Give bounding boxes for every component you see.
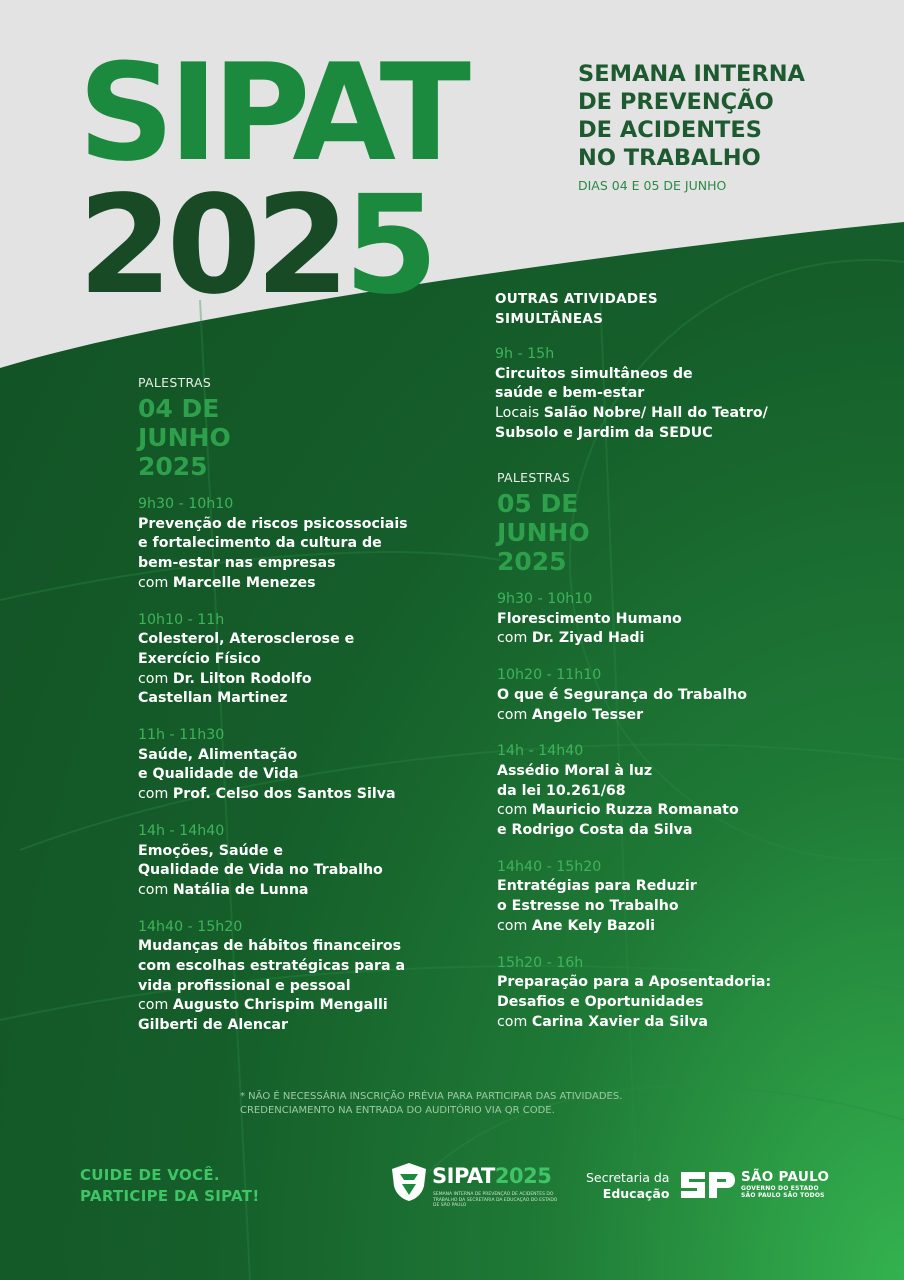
talk-item [138, 611, 458, 710]
speaker-prefix: com [497, 1013, 532, 1030]
talk-title: Prevenção de riscos psicossociais e fortalecimento da cultura de bem-estar nas empresas [138, 515, 408, 572]
title-year-last: 5 [343, 167, 433, 325]
palestras-label: PALESTRAS [497, 470, 571, 485]
talk-item [138, 495, 458, 594]
event-title [78, 35, 465, 325]
talk-time: 10h10 - 11h [138, 611, 225, 628]
speaker-name: Marcelle Menezes [172, 574, 316, 591]
talk-item [138, 822, 458, 901]
subtitle-line: DE PREVENÇÃO [578, 89, 774, 115]
talk-title: O que é Segurança do Trabalho [497, 686, 748, 703]
talk-time: 11h - 11h30 [138, 727, 225, 744]
shield-icon [390, 1162, 428, 1202]
gov-name: SÃO PAULO [741, 1169, 830, 1185]
talk-title: Emoções, Saúde e Qualidade de Vida no Trabalho [138, 842, 383, 879]
talk-time: 9h30 - 10h10 [138, 496, 234, 512]
sipat-logo [390, 1160, 565, 1210]
speaker-prefix: com [138, 670, 173, 687]
speaker-name: Carina Xavier da Silva [531, 1013, 708, 1030]
talk-title: Colesterol, Aterosclerose e Exercício Físico [138, 631, 355, 667]
talk-item [497, 742, 817, 841]
day2-heading [497, 489, 817, 576]
speaker-name: Augusto Chrispim Mengalli Gilberti de Alencar [138, 997, 388, 1034]
locations-prefix: Locais [495, 405, 544, 422]
speaker-prefix: com [497, 917, 532, 934]
day2-schedule [497, 470, 817, 1049]
talk-speaker [138, 996, 458, 1035]
other-activities [495, 289, 815, 461]
day-heading-line: JUNHO [497, 518, 590, 547]
locations-line: Subsolo e Jardim da SEDUC [495, 424, 713, 441]
activity-locations [495, 404, 815, 424]
day-heading-line: 05 DE [497, 489, 579, 518]
governo-sp [741, 1170, 829, 1199]
speaker-name: Mauricio Ruzza Romanato e Rodrigo Costa da Silva [497, 802, 739, 839]
title-year [78, 167, 465, 325]
talk-speaker [497, 917, 817, 937]
talk-item [138, 918, 458, 1036]
talk-speaker [138, 670, 458, 709]
title-year-main: 202 [78, 167, 344, 325]
talk-time: 9h30 - 10h10 [497, 591, 593, 607]
day-heading-line: 2025 [497, 547, 567, 576]
talk-item [138, 726, 458, 805]
talk-time: 10h20 - 11h10 [497, 667, 602, 684]
talk-title: Entratégias para Reduzir o Estresse no Trabalho [497, 878, 697, 915]
talk-title: Mudanças de hábitos financeiros com escolhas estratégicas para a vida profissional e pessoal [138, 938, 406, 994]
talk-speaker [138, 574, 458, 594]
secretaria-line2: Educação [602, 1186, 670, 1201]
talk-time: 14h40 - 15h20 [497, 858, 602, 875]
speaker-name: Dr. Ziyad Hadi [531, 630, 645, 647]
day-heading-line: 04 DE [138, 394, 220, 423]
talk-title: Saúde, Alimentação e Qualidade de Vida [138, 746, 299, 783]
activity-name-line: saúde e bem-estar [495, 385, 645, 402]
speaker-prefix: com [138, 786, 173, 803]
talk-speaker [497, 629, 817, 649]
talk-title: Preparação para a Aposentadoria: Desafios e Oportunidades [497, 974, 772, 1010]
logo-main: SIPAT [432, 1164, 495, 1188]
secretaria-line1: Secretaria da [586, 1170, 670, 1185]
talk-time: 14h40 - 15h20 [138, 918, 243, 935]
palestras-label: PALESTRAS [138, 375, 212, 390]
talk-speaker [497, 801, 817, 840]
event-subtitle [578, 60, 878, 172]
talk-title: Florescimento Humano [497, 610, 682, 627]
subtitle-line: DE ACIDENTES [578, 117, 762, 143]
event-dates: DIAS 04 E 05 DE JUNHO [578, 178, 727, 193]
sp-logo-icon [679, 1170, 737, 1200]
speaker-prefix: com [138, 574, 173, 591]
speaker-name: Dr. Lilton Rodolfo Castellan Martinez [138, 670, 312, 707]
speaker-prefix: com [497, 802, 532, 819]
speaker-prefix: com [497, 706, 532, 723]
locations-line: Salão Nobre/ Hall do Teatro/ [543, 405, 768, 422]
title-sipat: SIPAT [78, 35, 465, 191]
speaker-prefix: com [497, 630, 532, 647]
talk-time: 14h - 14h40 [497, 743, 584, 760]
talk-time: 14h - 14h40 [138, 822, 225, 839]
subtitle-line: NO TRABALHO [578, 145, 761, 171]
registration-note: * NÃO É NECESSÁRIA INSCRIÇÃO PRÉVIA PARA PARTICIPAR DAS ATIVIDADES. CREDENCIAMENTO NA ENTRADA DO AUDITÓRIO VIA QR CODE. [240, 1091, 623, 1116]
secretaria-educacao [586, 1170, 669, 1202]
talk-time: 15h20 - 16h [497, 954, 584, 971]
talk-speaker [138, 785, 458, 805]
activity-item [495, 345, 815, 444]
day1-schedule [138, 375, 458, 1053]
talk-speaker [497, 1013, 817, 1033]
talk-item [497, 590, 817, 649]
gov-sub2: SÃO PAULO SÃO TODOS [741, 1192, 825, 1199]
activity-time: 9h - 15h [495, 346, 555, 362]
talk-speaker [138, 881, 458, 901]
activity-name-line: Circuitos simultâneos de [495, 365, 693, 382]
gov-sub1: GOVERNO DO ESTADO [741, 1185, 819, 1192]
talk-item [497, 858, 817, 937]
other-activities-title: OUTRAS ATIVIDADES SIMULTÂNEAS [495, 291, 658, 327]
day-heading-line: JUNHO [138, 423, 231, 452]
talk-item [497, 666, 817, 725]
talk-title: Assédio Moral à luz da lei 10.261/68 [497, 762, 653, 799]
day1-heading [138, 394, 458, 481]
subtitle-line: SEMANA INTERNA [578, 61, 805, 87]
logo-year: 2025 [494, 1164, 552, 1188]
logo-text [432, 1164, 551, 1188]
day-heading-line: 2025 [138, 452, 208, 481]
speaker-prefix: com [138, 997, 173, 1014]
talk-speaker [497, 706, 817, 726]
speaker-prefix: com [138, 881, 173, 898]
talk-item [497, 954, 817, 1033]
speaker-name: Prof. Celso dos Santos Silva [172, 786, 396, 803]
call-to-action: CUIDE DE VOCÊ. PARTICIPE DA SIPAT! [80, 1166, 260, 1205]
logo-fine-print: SEMANA INTERNA DE PREVENÇÃO DE ACIDENTES DO TRABALHO DA SECRETARIA DA EDUCAÇÃO DO ESTADO DE SÃO PAULO [433, 1192, 558, 1208]
speaker-name: Angelo Tesser [531, 706, 644, 723]
speaker-name: Ane Kely Bazoli [531, 917, 655, 934]
speaker-name: Natália de Lunna [172, 881, 309, 898]
